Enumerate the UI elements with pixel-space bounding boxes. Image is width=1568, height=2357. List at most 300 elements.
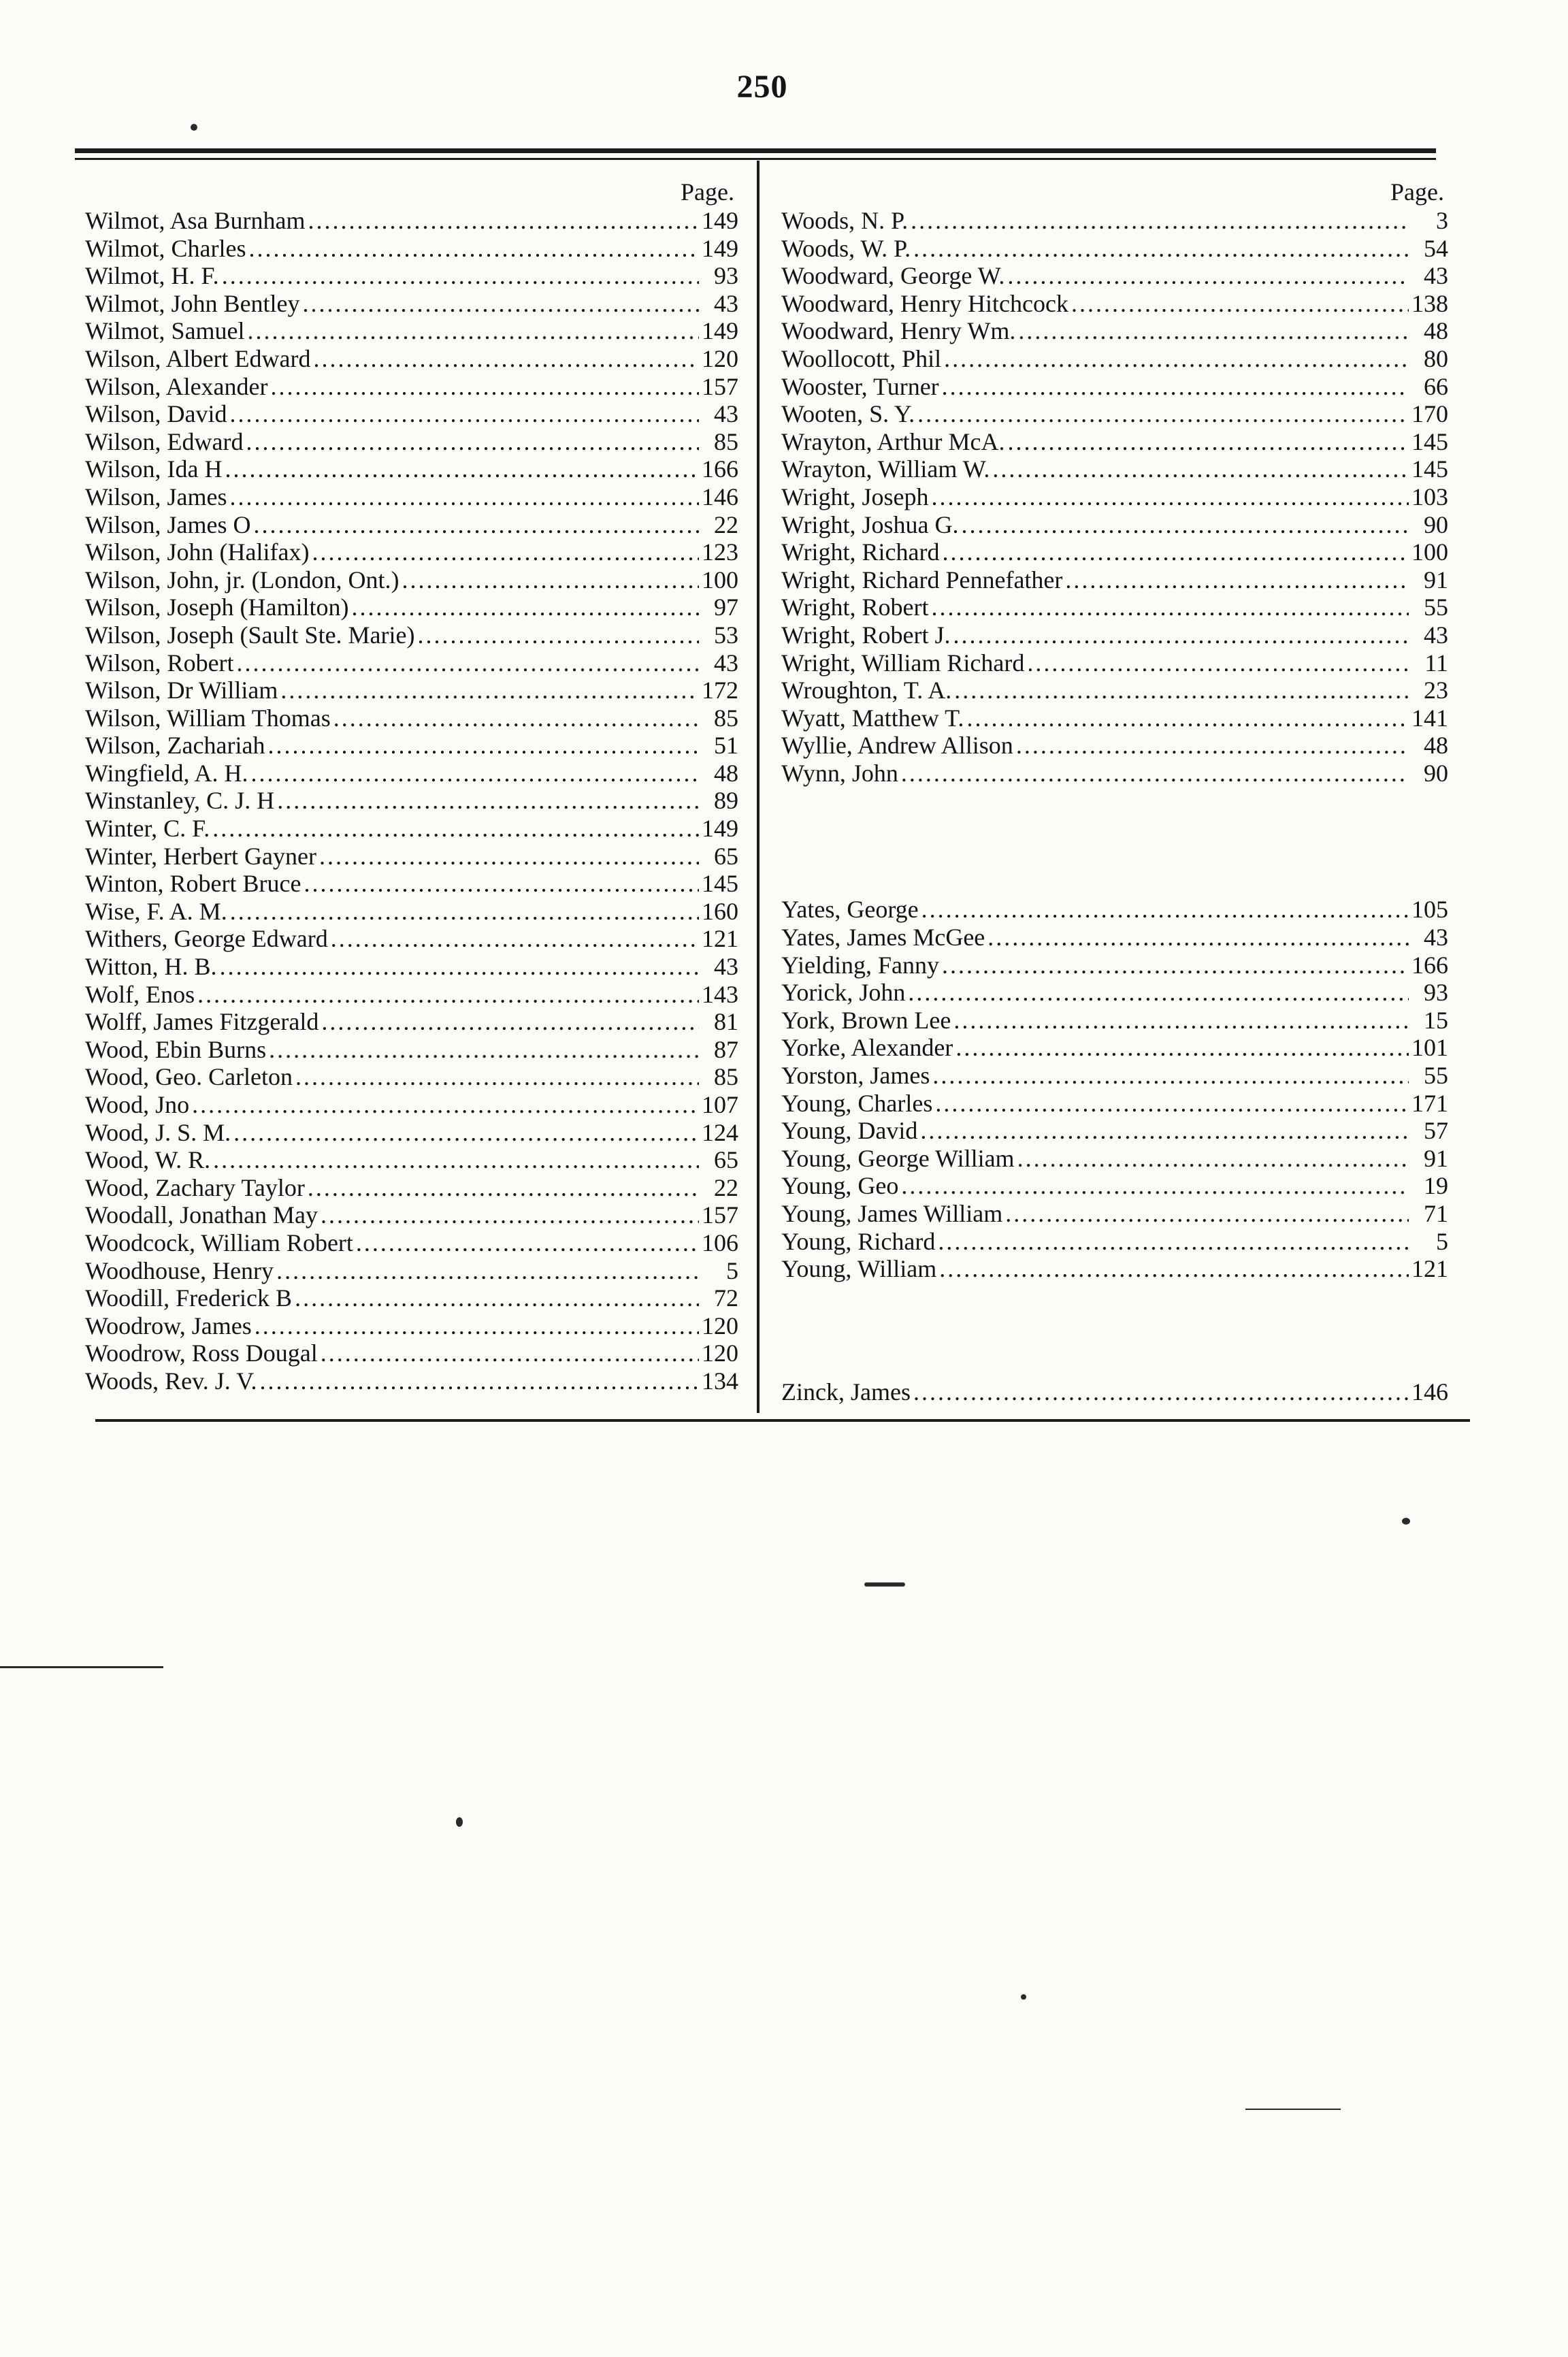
index-entry [781, 1034, 1448, 1062]
dot-leader [951, 621, 1409, 649]
entry-page-number: 121 [702, 925, 738, 953]
index-entry [781, 1172, 1448, 1200]
dot-leader [941, 345, 1409, 373]
entry-page-number: 145 [1411, 427, 1448, 455]
index-entry [85, 1091, 738, 1119]
index-entry [85, 981, 738, 1009]
entry-page-number: 100 [702, 566, 738, 594]
entry-page-number: 101 [1411, 1034, 1448, 1062]
entry-page-number: 93 [714, 262, 738, 290]
page-column-header: Page. [681, 178, 734, 206]
index-entry [85, 649, 738, 677]
entry-page-number: 81 [714, 1008, 738, 1036]
dot-leader [959, 511, 1409, 539]
entry-name: Wood, Geo. Carleton [85, 1063, 293, 1091]
entry-page-number: 103 [1411, 483, 1448, 510]
dot-leader [935, 1228, 1409, 1256]
entry-page-number: 87 [714, 1035, 738, 1063]
entry-name: Wilmot, Asa Burnham [85, 207, 306, 234]
index-entry [85, 207, 738, 235]
entry-page-number: 91 [1424, 566, 1448, 594]
entry-page-number: 72 [714, 1284, 738, 1312]
entry-page-number: 93 [1424, 979, 1448, 1007]
page-number: 250 [736, 69, 788, 105]
entry-page-number: 43 [714, 953, 738, 981]
entry-page-number: 106 [702, 1229, 738, 1256]
z-entry-list [781, 1378, 1448, 1406]
dot-leader [305, 1174, 699, 1202]
entry-name: Wood, W. R. [85, 1146, 211, 1174]
entry-name: Woodward, Henry Wm. [781, 317, 1016, 345]
entry-name: Wooster, Turner [781, 372, 939, 400]
dot-leader [316, 843, 699, 871]
ink-speck [1021, 1994, 1026, 2000]
entry-name: Wilson, James [85, 483, 227, 510]
dot-leader [936, 1255, 1409, 1283]
entry-page-number: 138 [1411, 289, 1448, 317]
entry-page-number: 43 [714, 400, 738, 428]
entry-page-number: 85 [714, 427, 738, 455]
dot-leader [234, 649, 699, 677]
dot-leader [1015, 1145, 1409, 1173]
entry-name: Wilson, John (Halifax) [85, 538, 310, 566]
entry-name: Wrayton, Arthur McA. [781, 427, 1005, 455]
index-entry [781, 345, 1448, 373]
dot-leader [1013, 732, 1409, 760]
dot-leader [257, 1367, 699, 1395]
dot-leader [246, 235, 699, 263]
entry-page-number: 124 [702, 1118, 738, 1146]
dot-leader [274, 787, 699, 815]
index-entry [781, 677, 1448, 704]
entry-name: Wyllie, Andrew Allison [781, 732, 1013, 760]
left-index-column [85, 177, 738, 1395]
index-entry [781, 621, 1448, 649]
index-entry [781, 538, 1448, 566]
dot-leader [300, 290, 699, 318]
entry-name: Wilson, David [85, 400, 227, 428]
entry-name: Wrayton, William W. [781, 455, 990, 483]
dot-leader [227, 400, 699, 428]
entry-page-number: 43 [714, 649, 738, 677]
dot-leader [189, 1091, 699, 1119]
entry-name: Winton, Robert Bruce [85, 870, 301, 898]
entry-name: Witton, H. B. [85, 953, 217, 981]
index-entry [85, 843, 738, 871]
dot-leader [1024, 649, 1409, 677]
index-entry [781, 1062, 1448, 1090]
entry-name: Wilmot, Samuel [85, 317, 245, 345]
entry-name: Woodill, Frederick B [85, 1284, 293, 1312]
index-entry [781, 1090, 1448, 1118]
entry-page-number: 90 [1424, 759, 1448, 787]
index-entry [781, 566, 1448, 594]
top-double-rule [75, 148, 1436, 153]
dot-leader [898, 760, 1409, 787]
dot-leader [1004, 262, 1409, 290]
index-entry [85, 566, 738, 594]
index-entry [781, 760, 1448, 787]
entry-page-number: 120 [702, 1312, 738, 1339]
entry-page-number: 11 [1424, 649, 1448, 677]
dot-leader [353, 1229, 699, 1257]
dot-leader [223, 455, 699, 483]
index-entry [85, 787, 738, 815]
dot-leader [349, 594, 699, 621]
section-gap [781, 1283, 1448, 1378]
index-entry [85, 898, 738, 926]
entry-page-number: 134 [702, 1367, 738, 1395]
entry-page-number: 48 [1424, 732, 1448, 760]
index-entry [85, 953, 738, 981]
entry-name: Wood, Ebin Burns [85, 1035, 267, 1063]
entry-page-number: 172 [702, 677, 738, 704]
section-gap [781, 787, 1448, 896]
entry-name: Zinck, James [781, 1378, 911, 1405]
index-entry [85, 760, 738, 787]
index-entry [781, 1255, 1448, 1283]
entry-name: Wooten, S. Y. [781, 400, 915, 428]
entry-name: Winter, C. F. [85, 815, 210, 843]
index-entry [85, 1036, 738, 1064]
entry-name: Woods, N. P. [781, 207, 909, 234]
entry-page-number: 120 [702, 344, 738, 372]
entry-page-number: 23 [1424, 677, 1448, 704]
entry-name: Wingfield, A. H. [85, 759, 248, 787]
entry-name: Wilson, Joseph (Sault Ste. Marie) [85, 621, 415, 649]
entry-name: Wright, Robert [781, 594, 929, 621]
ink-speck [1402, 1518, 1410, 1525]
entry-name: Wolf, Enos [85, 980, 195, 1008]
index-entry [781, 235, 1448, 263]
entry-name: Yates, George [781, 896, 919, 924]
dot-leader [227, 483, 699, 511]
dot-leader [911, 1378, 1409, 1406]
index-entry [85, 1201, 738, 1229]
dot-leader [210, 1146, 699, 1174]
entry-name: Wise, F. A. M. [85, 897, 227, 925]
bottom-rule [95, 1419, 1470, 1422]
index-entry [85, 732, 738, 760]
entry-name: Wilson, Dr William [85, 677, 278, 704]
entry-name: Woodward, George W. [781, 262, 1005, 290]
dot-leader [932, 1090, 1409, 1118]
entry-page-number: 160 [702, 897, 738, 925]
index-entry [781, 1007, 1448, 1035]
index-entry [781, 262, 1448, 290]
entry-page-number: 65 [714, 842, 738, 870]
right-index-column [781, 177, 1448, 1405]
index-entry [781, 896, 1448, 924]
entry-page-number: 80 [1424, 344, 1448, 372]
index-entry [781, 483, 1448, 511]
index-entry [781, 317, 1448, 345]
entry-name: Wolff, James Fitzgerald [85, 1008, 319, 1036]
dot-leader [274, 1257, 699, 1285]
dot-leader [1068, 290, 1409, 318]
index-entry [781, 1145, 1448, 1173]
dot-leader [309, 538, 699, 566]
entry-name: Wilson, James O [85, 510, 251, 538]
entry-page-number: 166 [702, 455, 738, 483]
entry-page-number: 143 [702, 980, 738, 1008]
dot-leader [1062, 566, 1409, 594]
entry-page-number: 43 [1424, 924, 1448, 952]
entry-page-number: 22 [714, 510, 738, 538]
entry-page-number: 53 [714, 621, 738, 649]
index-entry [781, 400, 1448, 428]
entry-page-number: 100 [1411, 538, 1448, 566]
dot-leader [939, 952, 1409, 979]
entry-page-number: 22 [714, 1173, 738, 1201]
entry-page-number: 166 [1411, 951, 1448, 979]
entry-page-number: 55 [1424, 1062, 1448, 1090]
entry-name: Wilson, Albert Edward [85, 344, 311, 372]
entry-name: Woodall, Jonathan May [85, 1201, 318, 1229]
entry-page-number: 171 [1411, 1089, 1448, 1117]
dot-leader [311, 345, 700, 373]
entry-name: Woods, W. P. [781, 234, 911, 262]
entry-name: Young, Charles [781, 1089, 933, 1117]
entry-page-number: 89 [714, 787, 738, 815]
index-entry [85, 1008, 738, 1036]
entry-page-number: 149 [702, 317, 738, 345]
entry-name: Winstanley, C. J. H [85, 787, 275, 815]
dot-leader [268, 373, 700, 401]
ink-speck [864, 1582, 905, 1587]
index-entry [85, 621, 738, 649]
entry-page-number: 121 [1411, 1255, 1448, 1283]
index-entry [85, 815, 738, 843]
entry-page-number: 90 [1424, 510, 1448, 538]
entry-page-number: 145 [1411, 455, 1448, 483]
dot-leader [917, 1117, 1409, 1145]
entry-name: Young, James William [781, 1200, 1003, 1227]
w-entry-list [781, 207, 1448, 787]
entry-page-number: 120 [702, 1339, 738, 1367]
index-entry [85, 235, 738, 263]
entry-page-number: 141 [1411, 704, 1448, 732]
index-entry [781, 952, 1448, 979]
index-entry [85, 538, 738, 566]
dot-leader [248, 760, 699, 787]
dot-leader [1002, 1200, 1409, 1228]
dot-leader [939, 373, 1409, 401]
entry-name: Wilson, Joseph (Hamilton) [85, 594, 349, 621]
index-entry [85, 483, 738, 511]
entry-page-number: 43 [1424, 262, 1448, 290]
dot-leader [905, 979, 1409, 1007]
entry-name: Wilson, Ida H [85, 455, 223, 483]
entry-name: Wilmot, H. F. [85, 262, 219, 290]
entry-page-number: 145 [702, 870, 738, 898]
entry-page-number: 3 [1436, 207, 1448, 234]
dot-leader [919, 896, 1409, 924]
dot-leader [231, 1119, 699, 1147]
entry-name: Wilson, Edward [85, 427, 244, 455]
ink-speck [191, 124, 197, 131]
dot-leader [219, 262, 699, 290]
entry-name: Wilson, Robert [85, 649, 234, 677]
entry-name: Wright, Joseph [781, 483, 929, 510]
entry-page-number: 43 [714, 289, 738, 317]
entry-name: Wilson, John, jr. (London, Ont.) [85, 566, 399, 594]
index-entry [85, 1312, 738, 1340]
entry-page-number: 54 [1424, 234, 1448, 262]
index-entry [781, 732, 1448, 760]
entry-page-number: 85 [714, 704, 738, 732]
dot-leader [244, 428, 699, 456]
entry-name: Winter, Herbert Gayner [85, 842, 316, 870]
entry-name: Wilson, Zachariah [85, 732, 265, 760]
top-thin-rule [75, 158, 1436, 160]
entry-name: Yorston, James [781, 1062, 930, 1090]
dot-leader [318, 1339, 699, 1367]
entry-page-number: 157 [702, 1201, 738, 1229]
entry-page-number: 105 [1411, 896, 1448, 924]
index-entry [85, 1284, 738, 1312]
entry-name: Wilmot, Charles [85, 234, 246, 262]
dot-leader [292, 1284, 699, 1312]
entry-name: Woodcock, William Robert [85, 1229, 353, 1256]
dot-leader [953, 1034, 1409, 1062]
index-entry [85, 511, 738, 539]
entry-name: Wright, Joshua G. [781, 510, 959, 538]
ink-speck [1245, 2109, 1341, 2110]
entry-name: Young, David [781, 1117, 918, 1145]
entry-page-number: 57 [1424, 1117, 1448, 1145]
dot-leader [911, 235, 1409, 263]
entry-name: Young, Geo [781, 1172, 899, 1200]
index-entry [781, 428, 1448, 456]
index-entry [85, 925, 738, 953]
index-entry [781, 511, 1448, 539]
index-entry [85, 345, 738, 373]
index-entry [85, 1257, 738, 1285]
dot-leader [908, 207, 1409, 235]
dot-leader [964, 704, 1409, 732]
entry-page-number: 149 [702, 815, 738, 843]
entry-page-number: 157 [702, 372, 738, 400]
entry-name: Wood, Jno [85, 1091, 190, 1118]
ink-speck [0, 1666, 163, 1668]
index-entry [85, 262, 738, 290]
entry-page-number: 146 [702, 483, 738, 510]
entry-name: Woodward, Henry Hitchcock [781, 289, 1068, 317]
entry-page-number: 97 [714, 594, 738, 621]
entry-page-number: 123 [702, 538, 738, 566]
entry-page-number: 66 [1424, 372, 1448, 400]
dot-leader [399, 566, 699, 594]
index-entry [85, 373, 738, 401]
entry-page-number: 48 [1424, 317, 1448, 345]
index-entry [85, 317, 738, 345]
dot-leader [265, 732, 699, 760]
entry-name: Young, Richard [781, 1227, 936, 1255]
entry-page-number: 91 [1424, 1144, 1448, 1172]
index-entry [781, 594, 1448, 621]
entry-page-number: 19 [1424, 1172, 1448, 1200]
dot-leader [251, 511, 699, 539]
entry-page-number: 107 [702, 1091, 738, 1118]
entry-name: Yorick, John [781, 979, 906, 1007]
index-entry [781, 373, 1448, 401]
index-entry [781, 455, 1448, 483]
dot-leader [898, 1172, 1409, 1200]
dot-leader [306, 207, 699, 235]
left-entry-list [85, 207, 738, 1395]
entry-page-number: 71 [1424, 1200, 1448, 1227]
entry-name: Wyatt, Matthew T. [781, 704, 964, 732]
dot-leader [318, 1201, 699, 1229]
index-entry [85, 428, 738, 456]
dot-leader [278, 677, 699, 704]
dot-leader [940, 538, 1409, 566]
index-entry [85, 594, 738, 621]
dot-leader [1015, 317, 1409, 345]
entry-name: Young, George William [781, 1144, 1015, 1172]
index-entry [781, 290, 1448, 318]
index-entry [85, 1174, 738, 1202]
entry-name: Wood, J. S. M. [85, 1118, 231, 1146]
entry-name: Wilson, Alexander [85, 372, 268, 400]
index-entry [781, 1228, 1448, 1256]
entry-name: Yorke, Alexander [781, 1034, 953, 1062]
dot-leader [227, 898, 699, 926]
entry-name: York, Brown Lee [781, 1006, 951, 1034]
index-entry [85, 1367, 738, 1395]
index-entry [85, 870, 738, 898]
entry-page-number: 149 [702, 207, 738, 234]
dot-leader [195, 981, 699, 1009]
index-entry [85, 677, 738, 704]
entry-page-number: 5 [1436, 1227, 1448, 1255]
entry-page-number: 146 [1411, 1378, 1448, 1405]
dot-leader [293, 1063, 699, 1091]
index-entry [781, 924, 1448, 952]
index-entry [781, 979, 1448, 1007]
index-entry [781, 1378, 1448, 1406]
entry-page-number: 65 [714, 1146, 738, 1174]
index-entry [85, 1339, 738, 1367]
dot-leader [245, 317, 699, 345]
index-entry [781, 704, 1448, 732]
index-entry [85, 1146, 738, 1174]
dot-leader [929, 483, 1409, 511]
entry-name: Young, William [781, 1255, 937, 1283]
entry-name: Woodrow, Ross Dougal [85, 1339, 318, 1367]
entry-name: Wright, William Richard [781, 649, 1025, 677]
entry-page-number: 5 [726, 1256, 738, 1284]
dot-leader [930, 1062, 1409, 1090]
entry-page-number: 43 [1424, 621, 1448, 649]
dot-leader [915, 400, 1409, 428]
entry-name: Withers, George Edward [85, 925, 328, 953]
index-entry [781, 207, 1448, 235]
index-entry [781, 1117, 1448, 1145]
dot-leader [210, 815, 699, 843]
dot-leader [951, 1007, 1409, 1035]
entry-page-number: 15 [1424, 1006, 1448, 1034]
dot-leader [217, 953, 699, 981]
entry-name: Wynn, John [781, 759, 898, 787]
dot-leader [990, 455, 1409, 483]
entry-page-number: 85 [714, 1063, 738, 1091]
dot-leader [328, 925, 699, 953]
index-entry [85, 455, 738, 483]
dot-leader [415, 621, 700, 649]
index-entry [85, 400, 738, 428]
